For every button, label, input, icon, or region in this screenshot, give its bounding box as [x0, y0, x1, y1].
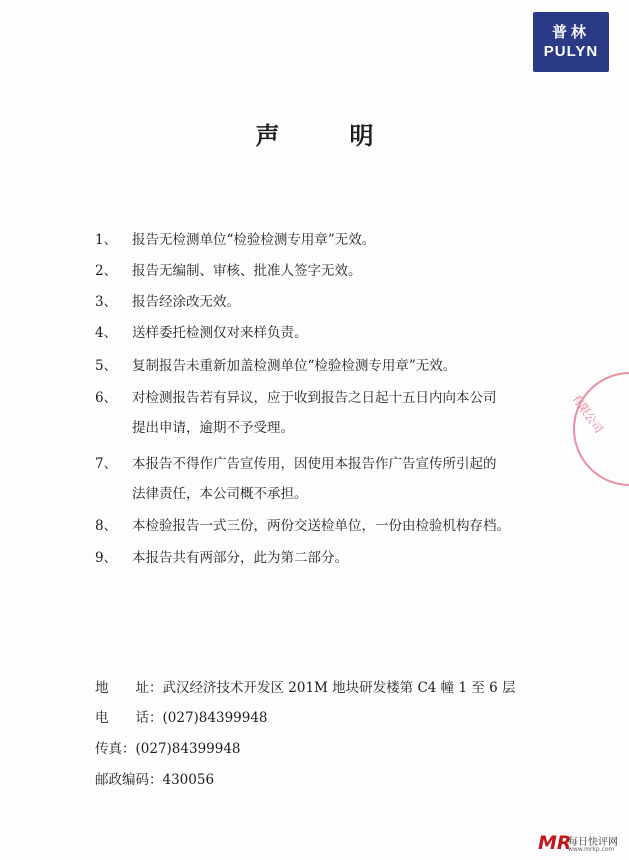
item-text: 对检测报告若有异议，应于收到报告之日起十五日内向本公司 [132, 390, 497, 406]
item-number: 7、 [95, 456, 118, 472]
item-number: 3、 [95, 294, 118, 310]
item-text: 本报告共有两部分，此为第二部分。 [132, 550, 348, 566]
item-text-continued: 提出申请，逾期不予受理。 [132, 420, 294, 436]
item-number: 4、 [95, 325, 118, 341]
item-text: 送样委托检测仅对来样负责。 [132, 325, 308, 341]
item-text: 报告经涂改无效。 [132, 294, 240, 310]
watermark-name: 每日快评网 [568, 837, 618, 848]
logo-english-name: PULYN [543, 43, 599, 60]
item-number: 1、 [95, 232, 118, 248]
item-number: 2、 [95, 263, 118, 279]
item-number: 5、 [95, 358, 118, 374]
item-text: 复制报告未重新加盖检测单位“检验检测专用章”无效。 [132, 358, 457, 374]
item-number: 9、 [95, 550, 118, 566]
seal-text: 有限公司 [569, 392, 606, 436]
item-number: 8、 [95, 518, 118, 534]
phone-line: 电 话：(027)84399948 [95, 710, 268, 726]
item-text-continued: 法律责任，本公司概不承担。 [132, 486, 308, 502]
site-watermark [538, 832, 626, 858]
title-char-2: 明 [349, 121, 374, 150]
item-text: 报告无编制、审核、批准人签字无效。 [132, 263, 362, 279]
title-char-1: 声 [255, 121, 280, 150]
watermark-logo: MR [538, 832, 572, 854]
address-line: 地 址：武汉经济技术开发区 201M 地块研发楼第 C4 幢 1 至 6 层 [95, 680, 516, 696]
pulyn-logo [533, 12, 609, 72]
page-title [0, 116, 629, 151]
logo-chinese-name: 普林 [551, 23, 590, 41]
item-number: 6、 [95, 390, 118, 406]
fax-line: 传真：(027)84399948 [95, 741, 241, 757]
item-text: 本检验报告一式三份，两份交送检单位，一份由检验机构存档。 [132, 518, 510, 534]
postcode-line: 邮政编码：430056 [95, 772, 215, 788]
item-text: 报告无检测单位“检验检测专用章”无效。 [132, 232, 376, 248]
item-text: 本报告不得作广告宣传用，因使用本报告作广告宣传所引起的 [132, 456, 497, 472]
watermark-url: www.mrkp.com [568, 846, 615, 853]
